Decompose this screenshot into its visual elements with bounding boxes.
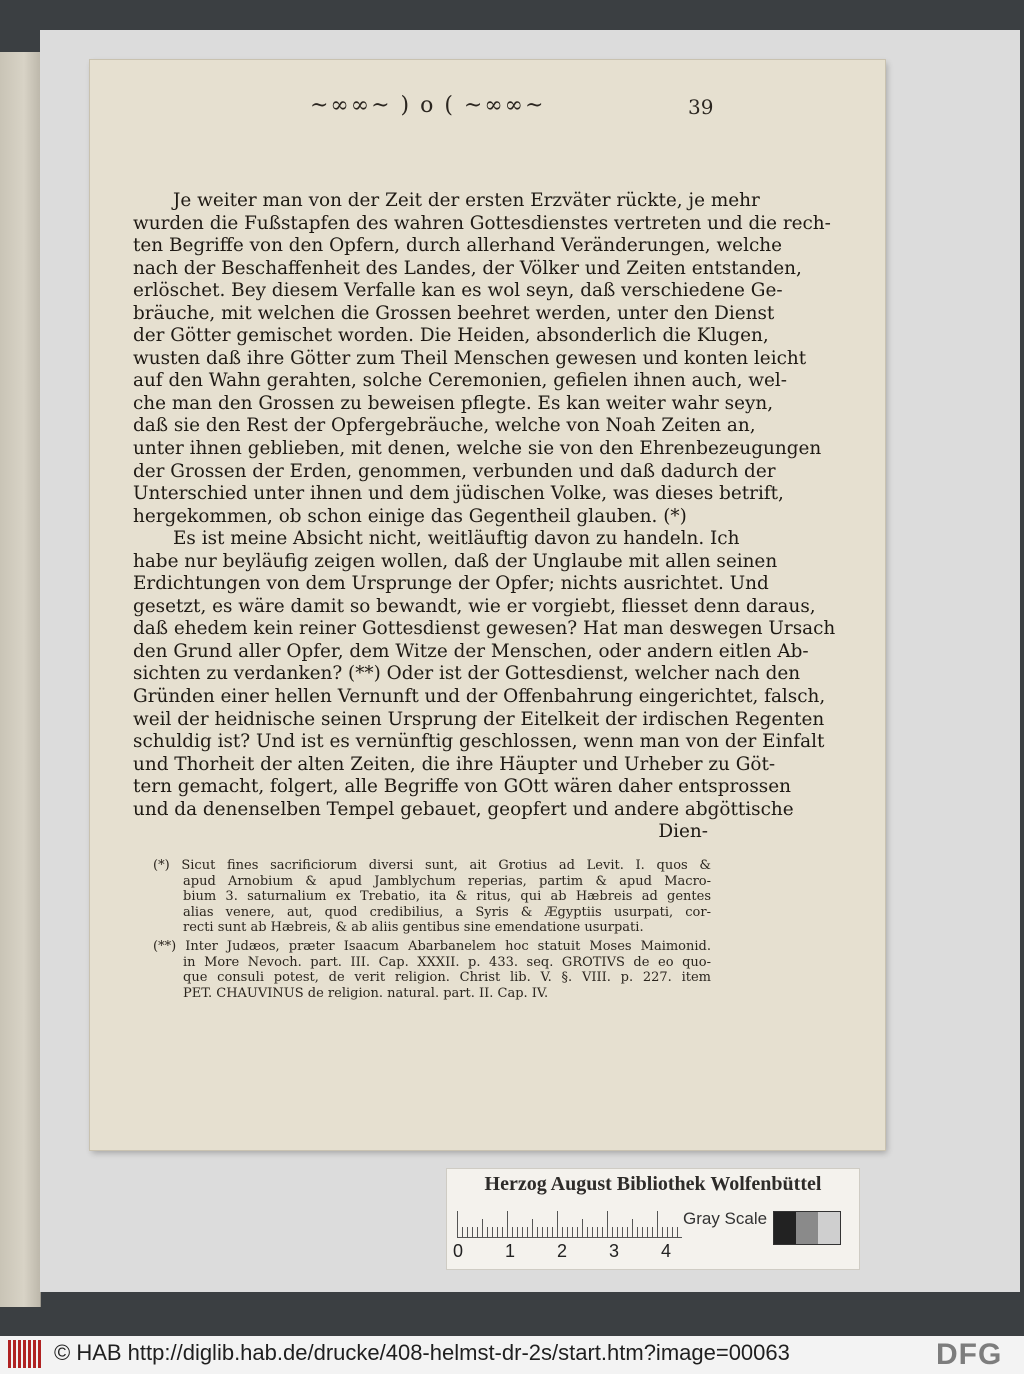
ruler-tick	[502, 1227, 503, 1237]
text-line: gesetzt, es wäre damit so bewandt, wie er vorgiebt, fliesset denn daraus,	[133, 595, 816, 617]
text-line: habe nur beyläufig zeigen wollen, daß der Unglaube mit allen seinen	[133, 550, 778, 572]
ruler-number: 3	[609, 1241, 620, 1261]
logo-bar	[28, 1340, 31, 1368]
ruler-tick	[512, 1227, 513, 1237]
ruler-tick	[652, 1227, 653, 1237]
ruler-tick	[622, 1227, 623, 1237]
ruler-numbers	[447, 1241, 707, 1263]
text-line: bräuche, mit welchen die Grossen beehret werden, unter den Dienst	[133, 302, 775, 324]
ruler-tick	[607, 1211, 608, 1237]
library-name: Herzog August Bibliothek Wolfenbüttel	[484, 1173, 822, 1195]
text-line: auf den Wahn gerahten, solche Ceremonien, gefielen ihnen auch, wel-	[133, 370, 787, 392]
text-line: und da denenselben Tempel gebauet, geopfert und andere abgöttische	[133, 798, 794, 820]
ruler-tick	[457, 1211, 458, 1237]
text-line: sichten zu verdanken? (**) Oder ist der Gottesdienst, welcher nach den	[133, 663, 801, 685]
page-header	[310, 93, 714, 123]
text-line: che man den Grossen zu beweisen pflegte. Es kan weiter wahr seyn,	[133, 392, 774, 414]
ruler-tick	[472, 1227, 473, 1237]
gray-scale-label: Gray Scale	[683, 1209, 768, 1228]
gray-swatch	[796, 1212, 818, 1244]
gray-swatch	[774, 1212, 796, 1244]
logo-bar	[23, 1340, 26, 1368]
ruler-tick	[667, 1227, 668, 1237]
text-line: Gründen einer hellen Vernunft und der Offenbahrung eingerichtet, falsch,	[133, 686, 826, 708]
text-line: Erdichtungen von dem Ursprunge der Opfer; nichts ausrichtet. Und	[133, 573, 769, 595]
footnote-line: in More Nevoch. part. III. Cap. XXXII. p. 433. seq. GROTIVS de eo quo-	[183, 954, 711, 970]
footnote-line: (*) Sicut fines sacrificiorum diversi sunt, ait Grotius ad Levit. I. quos &	[153, 858, 711, 873]
text-line: weil der heidnische seinen Ursprung der Eitelkeit der irdischen Regenten	[133, 708, 825, 730]
color-scale-card	[447, 1169, 859, 1269]
ruler-tick	[602, 1227, 603, 1237]
logo-bar	[13, 1340, 16, 1368]
ruler-tick	[572, 1227, 573, 1237]
text-line: den Grund aller Opfer, dem Witze der Menschen, oder andern eitlen Ab-	[133, 640, 809, 662]
footnote-line: apud Arnobium & apud Jamblychum reperias, partim & apud Macro-	[183, 873, 711, 889]
footnote-line: alias venere, aut, quod credibilius, a Syris & Ægyptiis usurpati, cor-	[183, 904, 711, 920]
dfg-logo[interactable]: DFG	[936, 1338, 1003, 1371]
ruler-tick	[567, 1227, 568, 1237]
text-line: der Grossen der Erden, genommen, verbunden und daß dadurch der	[133, 460, 776, 482]
facing-page-edge	[0, 52, 41, 1307]
ruler-tick	[582, 1219, 583, 1237]
ruler-tick	[672, 1227, 673, 1237]
text-line: daß ehedem kein reiner Gottesdienst gewesen? Hat man deswegen Ursach	[133, 618, 836, 640]
footnote-line: bium 3. saturnalium ex Trebatio, ita & ritus, qui ab Hæbreis ad gentes	[183, 889, 711, 905]
ruler-tick	[507, 1211, 508, 1237]
footnotes	[153, 858, 711, 1004]
text-line: erlöschet. Bey diesem Verfalle kan es wol seyn, daß verschiedene Ge-	[133, 280, 783, 302]
ruler-tick	[587, 1227, 588, 1237]
ruler-tick	[492, 1227, 493, 1237]
footnote-line: (**) Inter Judæos, præter Isaacum Abarbanelem hoc statuit Moses Maimonid.	[153, 938, 711, 954]
ruler-tick	[637, 1227, 638, 1237]
text-line: Je weiter man von der Zeit der ersten Erzväter rückte, je mehr	[173, 190, 760, 211]
logo-bar	[33, 1340, 36, 1368]
ruler-tick	[647, 1227, 648, 1237]
text-line: schuldig ist? Und ist es vernünftig geschlossen, wenn man von der Einfalt	[133, 731, 825, 753]
ruler-tick	[557, 1211, 558, 1237]
footnote-1	[153, 858, 711, 936]
text-line: hergekommen, ob schon einige das Gegentheil glauben. (*)	[133, 505, 687, 527]
hab-logo-icon[interactable]	[8, 1340, 46, 1368]
ruler-tick	[617, 1227, 618, 1237]
ruler-number: 4	[661, 1241, 672, 1261]
ruler-tick	[477, 1227, 478, 1237]
text-line: wusten daß ihre Götter zum Theil Menschen gewesen und konten leicht	[133, 347, 807, 369]
text-line: Unterschied unter ihnen und dem jüdischen Volke, was dieses betrift,	[133, 483, 784, 505]
source-url[interactable]: © HAB http://diglib.hab.de/drucke/408-helmst-dr-2s/start.htm?image=00063	[54, 1340, 790, 1365]
ruler-tick	[627, 1227, 628, 1237]
text-line: unter ihnen geblieben, mit denen, welche sie von den Ehrenbezeugungen	[133, 438, 822, 460]
ruler-tick	[547, 1227, 548, 1237]
main-text-block	[133, 190, 836, 844]
ruler-number: 2	[557, 1241, 568, 1261]
text-line: wurden die Fußstapfen des wahren Gottesdienstes vertreten und die rech-	[133, 212, 831, 234]
text-line: tern gemacht, folgert, alle Begriffe von GOtt wären daher entsprossen	[133, 776, 791, 798]
text-line: daß sie den Rest der Opfergebräuche, welche von Noah Zeiten an,	[133, 415, 756, 437]
ruler-tick	[552, 1227, 553, 1237]
logo-bar	[38, 1340, 41, 1368]
page-number: 39	[688, 95, 714, 119]
ruler-tick	[517, 1227, 518, 1237]
text-line: Dien-	[658, 821, 708, 843]
ruler-tick	[677, 1227, 678, 1237]
ruler-tick	[657, 1211, 658, 1237]
ruler-tick	[592, 1227, 593, 1237]
viewer-footer	[0, 1336, 1024, 1374]
ruler-tick	[612, 1227, 613, 1237]
gray-swatch	[818, 1212, 840, 1244]
ruler-tick	[537, 1227, 538, 1237]
footnote-line: recti sunt ab Hæbreis, & ab aliis gentibus sine emendatione usurpati.	[183, 920, 644, 936]
ruler-tick	[542, 1227, 543, 1237]
ruler-tick	[527, 1227, 528, 1237]
ruler-tick	[487, 1227, 488, 1237]
ruler-tick	[522, 1227, 523, 1237]
header-ornament: ~∞∞~ ) o ( ~∞∞~	[310, 93, 546, 118]
ruler	[457, 1207, 682, 1238]
footnote-line: que consuli potest, de verit religion. Christ lib. V. §. VIII. p. 227. item	[183, 970, 711, 986]
text-line: Es ist meine Absicht nicht, weitläuftig davon zu handeln. Ich	[173, 528, 740, 550]
ruler-tick	[497, 1227, 498, 1237]
text-line: nach der Beschaffenheit des Landes, der Völker und Zeiten entstanden,	[133, 257, 802, 279]
ruler-tick	[467, 1227, 468, 1237]
ruler-tick	[642, 1227, 643, 1237]
ruler-tick	[662, 1227, 663, 1237]
ruler-tick	[532, 1219, 533, 1237]
ruler-tick	[562, 1227, 563, 1237]
logo-bar	[18, 1340, 21, 1368]
ruler-tick	[597, 1227, 598, 1237]
text-line: der Götter gemischet worden. Die Heiden, absonderlich die Klugen,	[133, 325, 769, 347]
text-line: ten Begriffe von den Opfern, durch allerhand Veränderungen, welche	[133, 235, 782, 257]
ruler-number: 0	[453, 1241, 464, 1261]
ruler-tick	[482, 1219, 483, 1237]
text-line: und Thorheit der alten Zeiten, die ihre Häupter und Urheber zu Göt-	[133, 753, 776, 775]
footnote-2	[153, 939, 711, 1001]
logo-bar	[8, 1340, 11, 1368]
ruler-tick	[577, 1227, 578, 1237]
footnote-line: PET. CHAUVINUS de religion. natural. part. II. Cap. IV.	[183, 985, 549, 1001]
ruler-number: 1	[505, 1241, 516, 1261]
ruler-tick	[462, 1227, 463, 1237]
ruler-tick	[632, 1219, 633, 1237]
gray-swatches	[773, 1211, 841, 1245]
